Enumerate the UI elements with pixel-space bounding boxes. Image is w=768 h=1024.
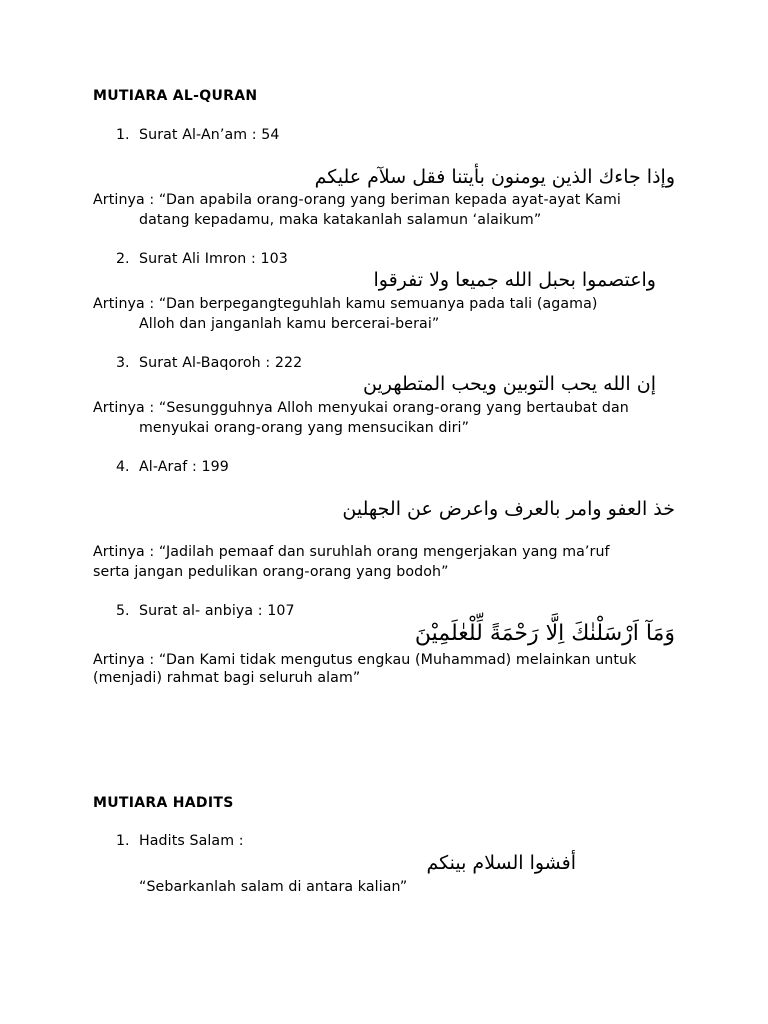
quran-item-1-number: 1. bbox=[116, 127, 130, 143]
hadits-item-1-arabic: أفشوا السلام بينكم bbox=[426, 852, 576, 874]
quran-item-4-translation-line-1: Artinya : “Jadilah pemaaf dan suruhlah orang mengerjakan yang ma’ruf bbox=[93, 544, 610, 560]
quran-item-5-arabic: وَمَآ اَرْسَلْنٰكَ اِلَّا رَحْمَةً لِّلْعٰلَمِيْنَ bbox=[414, 621, 675, 646]
quran-item-1-translation-line-1: Artinya : “Dan apabila orang-orang yang beriman kepada ayat-ayat Kami bbox=[93, 192, 621, 208]
quran-item-2-translation-line-2: Alloh dan janganlah kamu bercerai-berai” bbox=[139, 316, 440, 332]
quran-item-3-number: 3. bbox=[116, 355, 130, 371]
quran-item-5-reference: Surat al- anbiya : 107 bbox=[139, 603, 295, 619]
quran-item-3-translation-line-1: Artinya : “Sesungguhnya Alloh menyukai orang-orang yang bertaubat dan bbox=[93, 400, 629, 416]
quran-item-4-reference: Al-Araf : 199 bbox=[139, 459, 229, 475]
quran-item-2-arabic: واعتصموا بحبل الله جميعا ولا تفرقوا bbox=[373, 269, 656, 291]
quran-item-5-translation-line-1: Artinya : “Dan Kami tidak mengutus engkau (Muhammad) melainkan untuk bbox=[93, 652, 637, 668]
hadits-item-1-translation: “Sebarkanlah salam di antara kalian” bbox=[139, 879, 408, 895]
quran-item-3-reference: Surat Al-Baqoroh : 222 bbox=[139, 355, 303, 371]
quran-item-5-number: 5. bbox=[116, 603, 130, 619]
quran-item-4-arabic: خذ العفو وامر بالعرف واعرض عن الجهلين bbox=[342, 498, 675, 520]
quran-item-4-number: 4. bbox=[116, 459, 130, 475]
quran-item-2-number: 2. bbox=[116, 251, 130, 267]
quran-item-2-translation-line-1: Artinya : “Dan berpegangteguhlah kamu semuanya pada tali (agama) bbox=[93, 296, 598, 312]
quran-item-3-translation-line-2: menyukai orang-orang yang mensucikan diri” bbox=[139, 420, 470, 436]
quran-heading: MUTIARA AL-QURAN bbox=[93, 88, 258, 104]
hadits-item-1-number: 1. bbox=[116, 833, 130, 849]
quran-item-1-arabic: وإذا جاءك الذين يومنون بأيتنا فقل سلآم عليكم bbox=[314, 166, 675, 188]
quran-item-2-reference: Surat Ali Imron : 103 bbox=[139, 251, 288, 267]
hadits-heading: MUTIARA HADITS bbox=[93, 795, 234, 811]
quran-item-1-translation-line-2: datang kepadamu, maka katakanlah salamun ‘alaikum” bbox=[139, 212, 542, 228]
hadits-item-1-reference: Hadits Salam : bbox=[139, 833, 244, 849]
quran-item-4-translation-line-2: serta jangan pedulikan orang-orang yang bodoh” bbox=[93, 564, 449, 580]
quran-item-5-translation-line-2: (menjadi) rahmat bagi seluruh alam” bbox=[93, 670, 361, 686]
quran-item-3-arabic: إن الله يحب التوبين ويحب المتطهرين bbox=[362, 373, 656, 395]
quran-item-1-reference: Surat Al-An’am : 54 bbox=[139, 127, 280, 143]
